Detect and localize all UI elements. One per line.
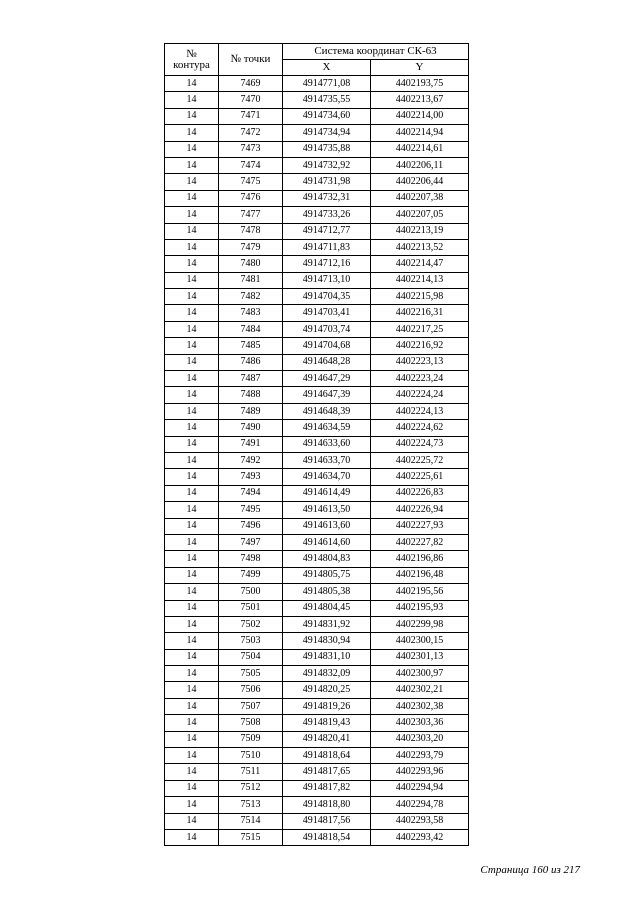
page-number: Страница 160 из 217 bbox=[480, 864, 580, 876]
table-row bbox=[165, 780, 469, 796]
cell-point: 7511 bbox=[219, 764, 283, 780]
cell-y: 4402293,58 bbox=[371, 813, 469, 829]
cell-contour: 14 bbox=[165, 584, 219, 600]
cell-y: 4402224,62 bbox=[371, 420, 469, 436]
cell-contour: 14 bbox=[165, 600, 219, 616]
cell-x: 4914711,83 bbox=[283, 239, 371, 255]
cell-contour: 14 bbox=[165, 502, 219, 518]
cell-point: 7471 bbox=[219, 108, 283, 124]
cell-x: 4914734,94 bbox=[283, 125, 371, 141]
cell-y: 4402227,82 bbox=[371, 534, 469, 550]
cell-x: 4914733,26 bbox=[283, 207, 371, 223]
cell-x: 4914713,10 bbox=[283, 272, 371, 288]
cell-point: 7485 bbox=[219, 338, 283, 354]
table-row bbox=[165, 748, 469, 764]
cell-point: 7512 bbox=[219, 780, 283, 796]
cell-point: 7475 bbox=[219, 174, 283, 190]
cell-y: 4402207,05 bbox=[371, 207, 469, 223]
cell-x: 4914820,41 bbox=[283, 731, 371, 747]
cell-x: 4914735,88 bbox=[283, 141, 371, 157]
cell-y: 4402293,96 bbox=[371, 764, 469, 780]
table-row bbox=[165, 518, 469, 534]
cell-contour: 14 bbox=[165, 567, 219, 583]
cell-point: 7491 bbox=[219, 436, 283, 452]
cell-x: 4914614,60 bbox=[283, 534, 371, 550]
cell-point: 7497 bbox=[219, 534, 283, 550]
table-row bbox=[165, 354, 469, 370]
cell-y: 4402214,61 bbox=[371, 141, 469, 157]
cell-contour: 14 bbox=[165, 731, 219, 747]
table-row bbox=[165, 207, 469, 223]
cell-y: 4402223,24 bbox=[371, 371, 469, 387]
cell-point: 7479 bbox=[219, 239, 283, 255]
header-point: № точки bbox=[219, 44, 283, 76]
cell-contour: 14 bbox=[165, 813, 219, 829]
cell-x: 4914732,92 bbox=[283, 157, 371, 173]
cell-x: 4914647,39 bbox=[283, 387, 371, 403]
cell-point: 7472 bbox=[219, 125, 283, 141]
cell-point: 7500 bbox=[219, 584, 283, 600]
cell-point: 7474 bbox=[219, 157, 283, 173]
cell-point: 7470 bbox=[219, 92, 283, 108]
table-row bbox=[165, 403, 469, 419]
table-row bbox=[165, 256, 469, 272]
table-row bbox=[165, 616, 469, 632]
table-row bbox=[165, 452, 469, 468]
cell-y: 4402217,25 bbox=[371, 321, 469, 337]
cell-y: 4402196,86 bbox=[371, 551, 469, 567]
cell-point: 7494 bbox=[219, 485, 283, 501]
cell-y: 4402301,13 bbox=[371, 649, 469, 665]
cell-y: 4402225,61 bbox=[371, 469, 469, 485]
cell-point: 7469 bbox=[219, 76, 283, 92]
cell-contour: 14 bbox=[165, 485, 219, 501]
table-row bbox=[165, 157, 469, 173]
cell-x: 4914804,45 bbox=[283, 600, 371, 616]
table-row bbox=[165, 600, 469, 616]
cell-x: 4914819,26 bbox=[283, 698, 371, 714]
cell-y: 4402206,44 bbox=[371, 174, 469, 190]
cell-y: 4402213,19 bbox=[371, 223, 469, 239]
cell-point: 7505 bbox=[219, 666, 283, 682]
table-row bbox=[165, 731, 469, 747]
cell-y: 4402299,98 bbox=[371, 616, 469, 632]
cell-x: 4914634,70 bbox=[283, 469, 371, 485]
table-row bbox=[165, 567, 469, 583]
cell-point: 7498 bbox=[219, 551, 283, 567]
cell-x: 4914704,35 bbox=[283, 289, 371, 305]
cell-x: 4914634,59 bbox=[283, 420, 371, 436]
table-row bbox=[165, 633, 469, 649]
cell-x: 4914735,55 bbox=[283, 92, 371, 108]
cell-point: 7483 bbox=[219, 305, 283, 321]
cell-point: 7515 bbox=[219, 829, 283, 845]
cell-contour: 14 bbox=[165, 239, 219, 255]
cell-contour: 14 bbox=[165, 698, 219, 714]
cell-y: 4402294,94 bbox=[371, 780, 469, 796]
cell-contour: 14 bbox=[165, 633, 219, 649]
table-row bbox=[165, 551, 469, 567]
cell-contour: 14 bbox=[165, 223, 219, 239]
table-row bbox=[165, 829, 469, 845]
cell-contour: 14 bbox=[165, 289, 219, 305]
cell-x: 4914703,41 bbox=[283, 305, 371, 321]
cell-y: 4402195,56 bbox=[371, 584, 469, 600]
cell-y: 4402293,79 bbox=[371, 748, 469, 764]
cell-x: 4914818,54 bbox=[283, 829, 371, 845]
cell-y: 4402214,94 bbox=[371, 125, 469, 141]
table-row bbox=[165, 649, 469, 665]
table-row bbox=[165, 764, 469, 780]
cell-contour: 14 bbox=[165, 616, 219, 632]
table-row bbox=[165, 666, 469, 682]
cell-y: 4402196,48 bbox=[371, 567, 469, 583]
cell-contour: 14 bbox=[165, 157, 219, 173]
cell-contour: 14 bbox=[165, 272, 219, 288]
cell-contour: 14 bbox=[165, 534, 219, 550]
header-contour-line1: № bbox=[186, 47, 197, 60]
cell-contour: 14 bbox=[165, 649, 219, 665]
cell-contour: 14 bbox=[165, 92, 219, 108]
cell-x: 4914831,92 bbox=[283, 616, 371, 632]
cell-contour: 14 bbox=[165, 190, 219, 206]
cell-contour: 14 bbox=[165, 321, 219, 337]
cell-contour: 14 bbox=[165, 338, 219, 354]
cell-point: 7488 bbox=[219, 387, 283, 403]
cell-contour: 14 bbox=[165, 305, 219, 321]
cell-y: 4402214,13 bbox=[371, 272, 469, 288]
cell-contour: 14 bbox=[165, 420, 219, 436]
table-row bbox=[165, 485, 469, 501]
cell-x: 4914712,77 bbox=[283, 223, 371, 239]
cell-x: 4914614,49 bbox=[283, 485, 371, 501]
cell-contour: 14 bbox=[165, 403, 219, 419]
table-row bbox=[165, 420, 469, 436]
cell-y: 4402303,20 bbox=[371, 731, 469, 747]
cell-y: 4402302,21 bbox=[371, 682, 469, 698]
table-row bbox=[165, 141, 469, 157]
cell-y: 4402216,31 bbox=[371, 305, 469, 321]
table-row bbox=[165, 534, 469, 550]
table-row bbox=[165, 190, 469, 206]
cell-y: 4402293,42 bbox=[371, 829, 469, 845]
cell-x: 4914633,60 bbox=[283, 436, 371, 452]
cell-y: 4402214,00 bbox=[371, 108, 469, 124]
cell-point: 7486 bbox=[219, 354, 283, 370]
cell-x: 4914819,43 bbox=[283, 715, 371, 731]
cell-x: 4914703,74 bbox=[283, 321, 371, 337]
cell-x: 4914820,25 bbox=[283, 682, 371, 698]
cell-x: 4914818,80 bbox=[283, 797, 371, 813]
cell-x: 4914805,75 bbox=[283, 567, 371, 583]
table-row bbox=[165, 715, 469, 731]
cell-y: 4402224,73 bbox=[371, 436, 469, 452]
table-row bbox=[165, 239, 469, 255]
cell-contour: 14 bbox=[165, 76, 219, 92]
cell-point: 7482 bbox=[219, 289, 283, 305]
cell-contour: 14 bbox=[165, 174, 219, 190]
table-row bbox=[165, 682, 469, 698]
cell-x: 4914633,70 bbox=[283, 452, 371, 468]
cell-x: 4914817,65 bbox=[283, 764, 371, 780]
cell-point: 7490 bbox=[219, 420, 283, 436]
cell-point: 7476 bbox=[219, 190, 283, 206]
cell-point: 7502 bbox=[219, 616, 283, 632]
cell-point: 7487 bbox=[219, 371, 283, 387]
table-row bbox=[165, 436, 469, 452]
header-contour bbox=[165, 44, 219, 76]
cell-contour: 14 bbox=[165, 469, 219, 485]
cell-x: 4914817,56 bbox=[283, 813, 371, 829]
coordinates-table bbox=[164, 43, 469, 846]
cell-y: 4402294,78 bbox=[371, 797, 469, 813]
cell-y: 4402207,38 bbox=[371, 190, 469, 206]
cell-contour: 14 bbox=[165, 452, 219, 468]
cell-point: 7492 bbox=[219, 452, 283, 468]
cell-point: 7499 bbox=[219, 567, 283, 583]
table-row bbox=[165, 371, 469, 387]
cell-y: 4402302,38 bbox=[371, 698, 469, 714]
cell-point: 7507 bbox=[219, 698, 283, 714]
cell-point: 7480 bbox=[219, 256, 283, 272]
table-row bbox=[165, 338, 469, 354]
cell-y: 4402193,75 bbox=[371, 76, 469, 92]
table-row bbox=[165, 92, 469, 108]
header-x: X bbox=[283, 60, 371, 76]
cell-y: 4402223,13 bbox=[371, 354, 469, 370]
cell-contour: 14 bbox=[165, 682, 219, 698]
cell-y: 4402224,13 bbox=[371, 403, 469, 419]
header-coordinate-system: Система координат СК-63 bbox=[283, 44, 469, 60]
table-row bbox=[165, 321, 469, 337]
table-row bbox=[165, 125, 469, 141]
cell-contour: 14 bbox=[165, 551, 219, 567]
cell-x: 4914818,64 bbox=[283, 748, 371, 764]
table-row bbox=[165, 305, 469, 321]
cell-contour: 14 bbox=[165, 748, 219, 764]
header-y: Y bbox=[371, 60, 469, 76]
cell-x: 4914817,82 bbox=[283, 780, 371, 796]
cell-y: 4402224,24 bbox=[371, 387, 469, 403]
cell-contour: 14 bbox=[165, 207, 219, 223]
cell-point: 7481 bbox=[219, 272, 283, 288]
cell-point: 7514 bbox=[219, 813, 283, 829]
cell-y: 4402303,36 bbox=[371, 715, 469, 731]
cell-point: 7508 bbox=[219, 715, 283, 731]
table-row bbox=[165, 698, 469, 714]
cell-y: 4402300,15 bbox=[371, 633, 469, 649]
table-row bbox=[165, 797, 469, 813]
cell-x: 4914704,68 bbox=[283, 338, 371, 354]
cell-point: 7501 bbox=[219, 600, 283, 616]
cell-x: 4914830,94 bbox=[283, 633, 371, 649]
cell-y: 4402300,97 bbox=[371, 666, 469, 682]
cell-contour: 14 bbox=[165, 354, 219, 370]
cell-contour: 14 bbox=[165, 387, 219, 403]
cell-contour: 14 bbox=[165, 141, 219, 157]
cell-contour: 14 bbox=[165, 764, 219, 780]
cell-x: 4914805,38 bbox=[283, 584, 371, 600]
cell-x: 4914732,31 bbox=[283, 190, 371, 206]
cell-contour: 14 bbox=[165, 371, 219, 387]
cell-contour: 14 bbox=[165, 518, 219, 534]
cell-point: 7504 bbox=[219, 649, 283, 665]
cell-y: 4402195,93 bbox=[371, 600, 469, 616]
cell-x: 4914712,16 bbox=[283, 256, 371, 272]
table-header bbox=[165, 44, 469, 76]
cell-contour: 14 bbox=[165, 797, 219, 813]
cell-y: 4402216,92 bbox=[371, 338, 469, 354]
cell-x: 4914731,98 bbox=[283, 174, 371, 190]
cell-y: 4402214,47 bbox=[371, 256, 469, 272]
header-contour-line2: контура bbox=[173, 58, 210, 71]
cell-x: 4914648,28 bbox=[283, 354, 371, 370]
cell-point: 7473 bbox=[219, 141, 283, 157]
cell-contour: 14 bbox=[165, 715, 219, 731]
cell-y: 4402213,67 bbox=[371, 92, 469, 108]
cell-x: 4914613,60 bbox=[283, 518, 371, 534]
cell-contour: 14 bbox=[165, 829, 219, 845]
cell-x: 4914734,60 bbox=[283, 108, 371, 124]
table-row bbox=[165, 584, 469, 600]
table-row bbox=[165, 76, 469, 92]
cell-y: 4402206,11 bbox=[371, 157, 469, 173]
cell-contour: 14 bbox=[165, 108, 219, 124]
table-row bbox=[165, 469, 469, 485]
cell-point: 7503 bbox=[219, 633, 283, 649]
table-row bbox=[165, 387, 469, 403]
cell-point: 7509 bbox=[219, 731, 283, 747]
cell-point: 7496 bbox=[219, 518, 283, 534]
table-row bbox=[165, 223, 469, 239]
cell-y: 4402215,98 bbox=[371, 289, 469, 305]
cell-y: 4402213,52 bbox=[371, 239, 469, 255]
cell-point: 7484 bbox=[219, 321, 283, 337]
cell-x: 4914647,29 bbox=[283, 371, 371, 387]
cell-x: 4914613,50 bbox=[283, 502, 371, 518]
cell-contour: 14 bbox=[165, 256, 219, 272]
cell-point: 7477 bbox=[219, 207, 283, 223]
cell-contour: 14 bbox=[165, 436, 219, 452]
cell-point: 7510 bbox=[219, 748, 283, 764]
table-row bbox=[165, 289, 469, 305]
cell-x: 4914831,10 bbox=[283, 649, 371, 665]
cell-x: 4914804,83 bbox=[283, 551, 371, 567]
cell-point: 7478 bbox=[219, 223, 283, 239]
cell-point: 7495 bbox=[219, 502, 283, 518]
table-row bbox=[165, 813, 469, 829]
cell-x: 4914648,39 bbox=[283, 403, 371, 419]
cell-y: 4402225,72 bbox=[371, 452, 469, 468]
cell-point: 7513 bbox=[219, 797, 283, 813]
cell-y: 4402226,83 bbox=[371, 485, 469, 501]
cell-contour: 14 bbox=[165, 125, 219, 141]
cell-contour: 14 bbox=[165, 666, 219, 682]
cell-point: 7506 bbox=[219, 682, 283, 698]
table-row bbox=[165, 272, 469, 288]
cell-point: 7489 bbox=[219, 403, 283, 419]
cell-contour: 14 bbox=[165, 780, 219, 796]
table-body bbox=[165, 76, 469, 846]
table-row bbox=[165, 108, 469, 124]
cell-y: 4402226,94 bbox=[371, 502, 469, 518]
cell-x: 4914832,09 bbox=[283, 666, 371, 682]
cell-y: 4402227,93 bbox=[371, 518, 469, 534]
cell-point: 7493 bbox=[219, 469, 283, 485]
table-row bbox=[165, 502, 469, 518]
table-row bbox=[165, 174, 469, 190]
cell-x: 4914771,08 bbox=[283, 76, 371, 92]
